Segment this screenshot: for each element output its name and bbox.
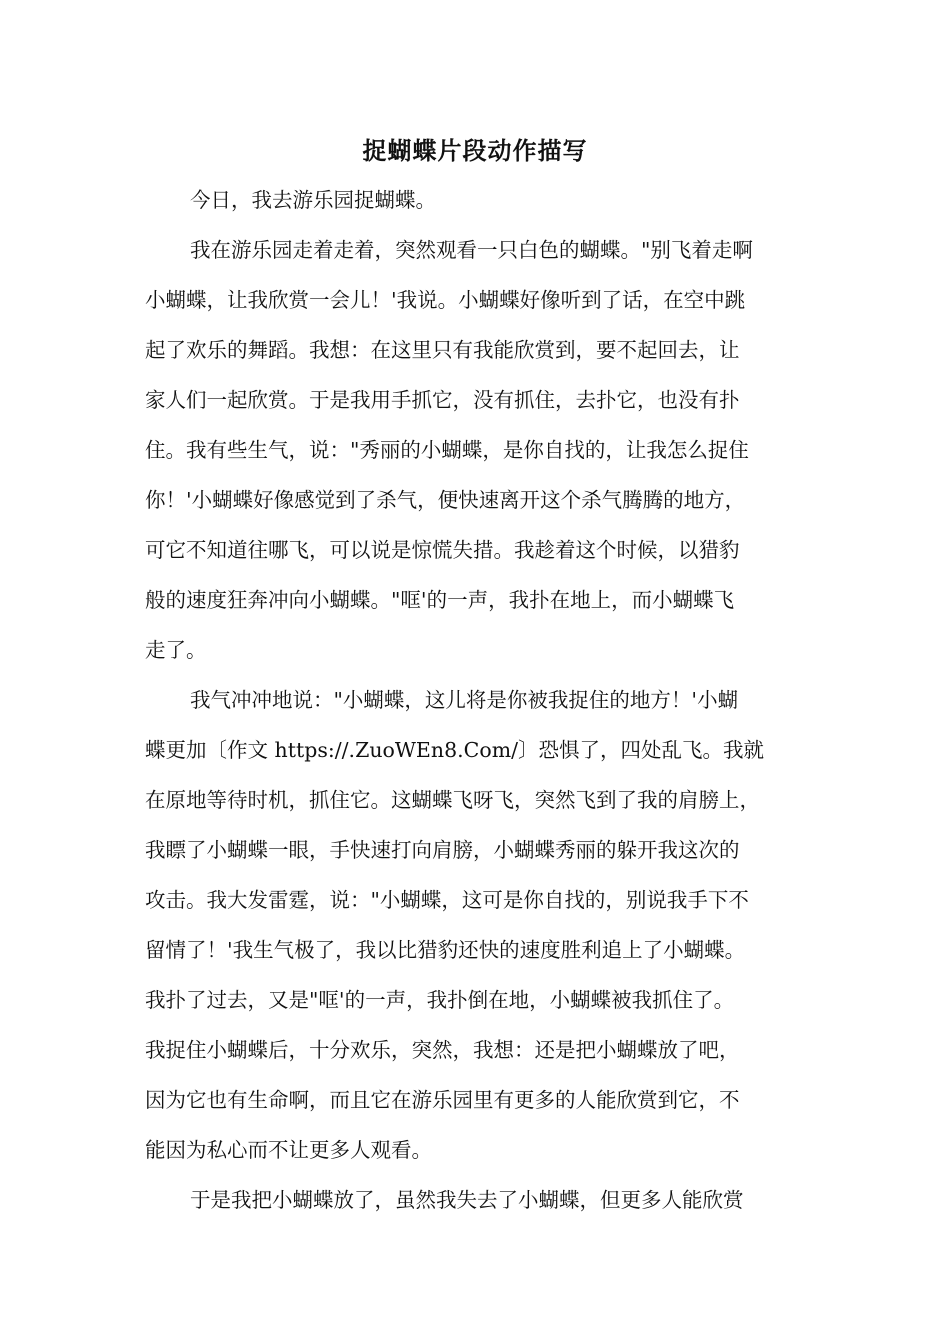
- text-line: 你！'小蝴蝶好像感觉到了杀气，便快速离开这个杀气腾腾的地方，: [145, 488, 746, 512]
- text-line: 在原地等待时机，抓住它。这蝴蝶飞呀飞，突然飞到了我的肩膀上，: [145, 788, 760, 812]
- text-line: 小蝴蝶，让我欣赏一会儿！'我说。小蝴蝶好像听到了话，在空中跳: [145, 288, 746, 312]
- text-line: 家人们一起欣赏。于是我用手抓它，没有抓住，去扑它，也没有扑: [145, 388, 740, 412]
- text-line: 今日，我去游乐园捉蝴蝶。: [190, 188, 436, 212]
- text-line: 于是我把小蝴蝶放了，虽然我失去了小蝴蝶，但更多人能欣赏: [190, 1188, 744, 1212]
- text-line: 留情了！'我生气极了，我以比猎豹还快的速度胜利追上了小蝴蝶。: [145, 938, 746, 962]
- text-line: 能因为私心而不让更多人观看。: [145, 1138, 432, 1162]
- text-line: 我扑了过去，又是"哐'的一声，我扑倒在地，小蝴蝶被我抓住了。: [145, 988, 735, 1012]
- text-line: 因为它也有生命啊，而且它在游乐园里有更多的人能欣赏到它，不: [145, 1088, 740, 1112]
- text-line: 可它不知道往哪飞，可以说是惊慌失措。我趁着这个时候，以猎豹: [145, 538, 740, 562]
- text-line: 我捉住小蝴蝶后，十分欢乐，突然，我想：还是把小蝴蝶放了吧，: [145, 1038, 740, 1062]
- text-line: 我气冲冲地说："小蝴蝶，这儿将是你被我捉住的地方！'小蝴: [190, 688, 739, 712]
- text-line: 我在游乐园走着走着，突然观看一只白色的蝴蝶。"别飞着走啊: [190, 238, 753, 262]
- text-line: 起了欢乐的舞蹈。我想：在这里只有我能欣赏到，要不起回去，让: [145, 338, 740, 362]
- text-line: 攻击。我大发雷霆，说："小蝴蝶，这可是你自找的，别说我手下不: [145, 888, 749, 912]
- text-line: 住。我有些生气，说："秀丽的小蝴蝶，是你自找的，让我怎么捉住: [145, 438, 749, 462]
- text-line: 我瞟了小蝴蝶一眼，手快速打向肩膀，小蝴蝶秀丽的躲开我这次的: [145, 838, 740, 862]
- text-line: 般的速度狂奔冲向小蝴蝶。"哐'的一声，我扑在地上，而小蝴蝶飞: [145, 588, 735, 612]
- document-title: 捉蝴蝶片段动作描写: [362, 136, 588, 165]
- text-line: 蝶更加〔作文 https://.ZuoWEn8.Com/〕恐惧了，四处乱飞。我就: [145, 738, 765, 762]
- text-line: 走了。: [145, 638, 207, 662]
